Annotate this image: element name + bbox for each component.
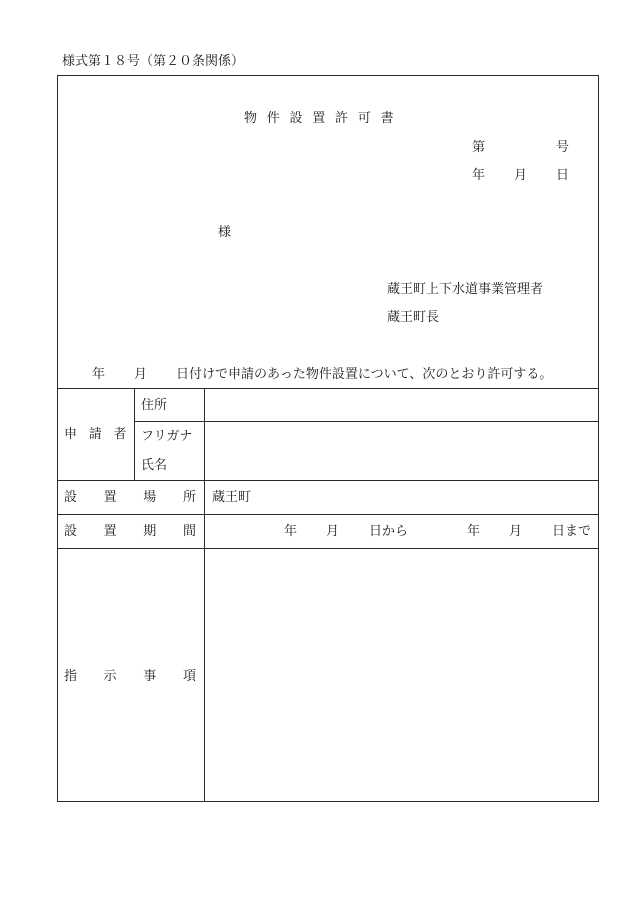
doc-number-prefix: 第 (472, 140, 486, 155)
issue-date-year: 年 (472, 168, 486, 183)
period-label: 設置期間 (64, 524, 223, 539)
applicant-bottom-rule (57, 480, 599, 481)
permit-form-frame (57, 75, 599, 802)
name-label: 氏名 (141, 458, 168, 473)
form-number: 様式第１８号（第２０条関係） (62, 54, 245, 69)
period-from-month: 月 (326, 524, 340, 539)
address-label: 住所 (141, 398, 168, 413)
issue-date-day: 日 (556, 168, 570, 183)
doc-number-suffix: 号 (556, 140, 570, 155)
period-to-year: 年 (467, 524, 481, 539)
issuer-line-1: 蔵王町上下水道事業管理者 (387, 282, 544, 297)
instructions-label: 指示事項 (64, 669, 223, 684)
period-to-suffix: 日まで (552, 524, 592, 539)
location-label (64, 490, 223, 505)
statement-text: 日付けで申請のあった物件設置について、次のとおり許可する。 (176, 367, 553, 382)
applicant-label: 申請者 (64, 427, 139, 442)
label-column-divider (204, 388, 205, 802)
table-top-rule (57, 388, 599, 389)
issuer-line-2: 蔵王町長 (387, 310, 440, 325)
location-value: 蔵王町 (212, 490, 252, 505)
period-bottom-rule (57, 548, 599, 549)
issue-date-month: 月 (514, 168, 528, 183)
period-from-suffix: 日から (369, 524, 409, 539)
location-label-text: 設置場所 (64, 490, 223, 505)
period-from-year: 年 (284, 524, 298, 539)
location-bottom-rule (57, 514, 599, 515)
statement-year: 年 (92, 367, 106, 382)
statement-month: 月 (134, 367, 148, 382)
furigana-label: フリガナ (141, 429, 193, 444)
document-title: 物件設置許可書 (244, 111, 404, 126)
period-to-month: 月 (509, 524, 523, 539)
addressee-suffix: 様 (218, 225, 232, 240)
